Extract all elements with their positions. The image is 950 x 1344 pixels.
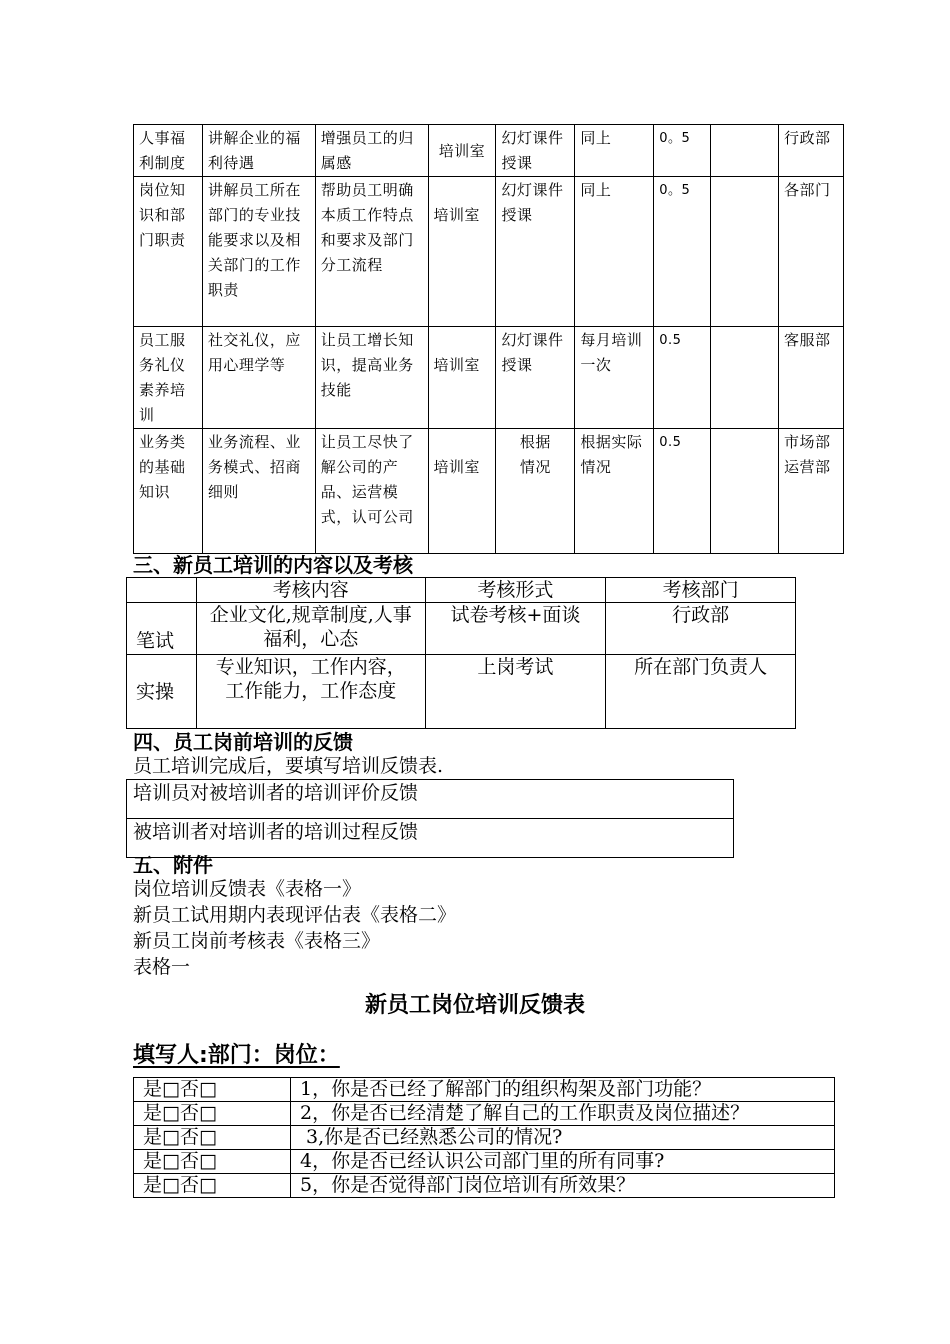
course-hours: 0.5 (654, 327, 711, 429)
course-name: 业务类的基础知识 (134, 429, 203, 554)
exam-row (127, 655, 796, 729)
course-blank (711, 125, 779, 177)
course-content: 社交礼仪，应用心理学等 (202, 327, 315, 429)
course-blank (711, 327, 779, 429)
exam-header-row (127, 578, 796, 603)
yes-no-checkbox[interactable]: 是□否□ (134, 1150, 291, 1174)
course-frequency: 同上 (575, 177, 654, 327)
exam-table (126, 577, 796, 729)
section3-heading: 三、新员工培训的内容以及考核 (133, 553, 413, 577)
attachment-item: 岗位培训反馈表《表格一》 (133, 878, 362, 900)
course-goal: 让员工增长知识，提高业务技能 (315, 327, 428, 429)
course-frequency: 每月培训一次 (575, 327, 654, 429)
course-blank (711, 177, 779, 327)
attachment-item: 新员工岗前考核表《表格三》 (133, 930, 381, 952)
checklist-question: 5，你是否觉得部门岗位培训有所效果？ (291, 1174, 835, 1198)
course-name: 岗位知识和部门职责 (134, 177, 203, 327)
course-content: 业务流程、业务模式、招商细则 (202, 429, 315, 554)
exam-form: 上岗考试 (425, 655, 606, 729)
course-content: 讲解企业的福利待遇 (202, 125, 315, 177)
checklist-question: 3,你是否已经熟悉公司的情况? (291, 1126, 835, 1150)
form-filler-line (133, 1038, 340, 1069)
course-place: 培训室 (428, 177, 496, 327)
course-content: 讲解员工所在部门的专业技能要求以及相关部门的工作职责 (202, 177, 315, 327)
exam-header-dept: 考核部门 (606, 578, 796, 603)
course-frequency: 同上 (575, 125, 654, 177)
attachment-item: 新员工试用期内表现评估表《表格二》 (133, 904, 457, 926)
course-frequency: 根据实际情况 (575, 429, 654, 554)
attachment-item: 表格一 (133, 956, 191, 978)
yes-no-checkbox[interactable]: 是□否□ (134, 1078, 291, 1102)
exam-dept: 所在部门负责人 (606, 655, 796, 729)
exam-type: 笔试 (127, 603, 197, 655)
course-method: 幻灯课件授课 (496, 327, 575, 429)
exam-header-form: 考核形式 (425, 578, 606, 603)
form-filler-label: 填写人:部门：岗位： (133, 1043, 340, 1068)
course-method: 幻灯课件授课 (496, 125, 575, 177)
checklist-row (134, 1102, 835, 1126)
training-row (134, 125, 844, 177)
feedback-table (126, 779, 734, 858)
checklist-row (134, 1174, 835, 1198)
course-method: 幻灯课件授课 (496, 177, 575, 327)
feedback-row (127, 780, 734, 819)
course-place: 培训室 (428, 327, 496, 429)
course-dept: 客服部 (779, 327, 844, 429)
exam-row (127, 603, 796, 655)
checklist-table (133, 1077, 835, 1198)
course-goal: 让员工尽快了解公司的产品、运营模式，认可公司 (315, 429, 428, 554)
feedback-item: 被培训者对培训者的培训过程反馈 (127, 819, 734, 858)
yes-no-checkbox[interactable]: 是□否□ (134, 1174, 291, 1198)
course-blank (711, 429, 779, 554)
training-row (134, 177, 844, 327)
checklist-row (134, 1078, 835, 1102)
course-dept: 各部门 (779, 177, 844, 327)
training-row (134, 327, 844, 429)
exam-content: 企业文化,规章制度,人事福利，心态 (196, 603, 425, 655)
section5-heading: 五、附件 (133, 853, 213, 877)
exam-dept: 行政部 (606, 603, 796, 655)
yes-no-checkbox[interactable]: 是□否□ (134, 1126, 291, 1150)
exam-header-content: 考核内容 (196, 578, 425, 603)
section4-heading: 四、员工岗前培训的反馈 (133, 730, 353, 754)
course-dept: 行政部 (779, 125, 844, 177)
course-hours: 0.5 (654, 429, 711, 554)
exam-content: 专业知识，工作内容，工作能力，工作态度 (196, 655, 425, 729)
course-hours: 0。5 (654, 125, 711, 177)
exam-form: 试卷考核+面谈 (425, 603, 606, 655)
checklist-question: 2，你是否已经清楚了解自己的工作职责及岗位描述？ (291, 1102, 835, 1126)
yes-no-checkbox[interactable]: 是□否□ (134, 1102, 291, 1126)
course-hours: 0。5 (654, 177, 711, 327)
training-row (134, 429, 844, 554)
training-table (133, 124, 844, 554)
course-goal: 帮助员工明确本质工作特点和要求及部门分工流程 (315, 177, 428, 327)
feedback-row (127, 819, 734, 858)
checklist-row (134, 1126, 835, 1150)
course-goal: 增强员工的归属感 (315, 125, 428, 177)
checklist-question: 4，你是否已经认识公司部门里的所有同事? (291, 1150, 835, 1174)
checklist-row (134, 1150, 835, 1174)
course-place: 培训室 (428, 125, 496, 177)
course-method: 根据情况 (496, 429, 575, 554)
course-place: 培训室 (428, 429, 496, 554)
course-name: 员工服务礼仪素养培训 (134, 327, 203, 429)
checklist-question: 1，你是否已经了解部门的组织构架及部门功能？ (291, 1078, 835, 1102)
section4-text: 员工培训完成后，要填写培训反馈表. (133, 755, 444, 777)
form-title: 新员工岗位培训反馈表 (364, 993, 585, 1018)
feedback-item: 培训员对被培训者的培训评价反馈 (127, 780, 734, 819)
course-name: 人事福利制度 (134, 125, 203, 177)
course-dept: 市场部运营部 (779, 429, 844, 554)
exam-header-blank (127, 578, 197, 603)
exam-type: 实操 (127, 655, 197, 729)
